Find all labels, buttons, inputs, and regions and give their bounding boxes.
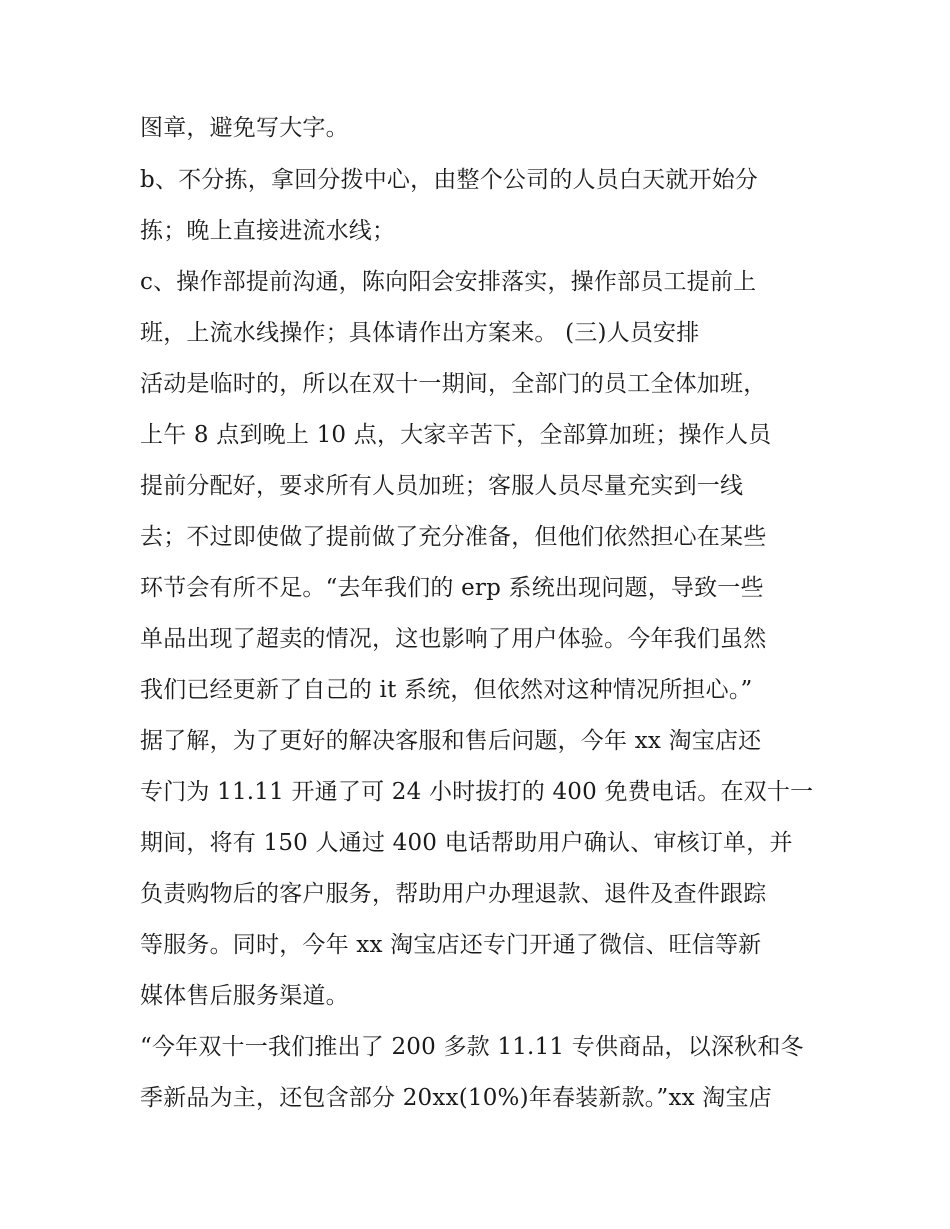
text-line: 等服务。同时，今年 xx 淘宝店还专门开通了微信、旺信等新 [140,932,762,958]
text-line: 季新品为主，还包含部分 20xx(10%)年春装新款。”xx 淘宝店 [140,1085,772,1111]
text-line: b、不分拣，拿回分拨中心，由整个公司的人员白天就开始分 [140,167,759,193]
text-line: 据了解，为了更好的解决客服和售后问题，今年 xx 淘宝店还 [140,728,762,754]
text-line: 环节会有所不足。“去年我们的 erp 系统出现问题，导致一些 [140,575,764,601]
text-line: c、操作部提前沟通，陈向阳会安排落实，操作部员工提前上 [140,269,757,295]
text-line: 媒体售后服务渠道。 [140,983,349,1009]
text-line: 活动是临时的，所以在双十一期间，全部门的员工全体加班， [140,371,767,397]
text-line: 负责购物后的客户服务，帮助用户办理退款、退件及查件跟踪 [140,881,767,907]
text-line: 去；不过即使做了提前做了充分准备，但他们依然担心在某些 [140,524,767,550]
text-line: 提前分配好，要求所有人员加班；客服人员尽量充实到一线 [140,473,744,499]
text-line: 期间，将有 150 人通过 400 电话帮助用户确认、审核订单，并 [140,830,793,856]
text-line: 专门为 11.11 开通了可 24 小时拔打的 400 免费电话。在双十一 [140,779,814,805]
text-line: 拣；晚上直接进流水线； [140,218,396,244]
text-line: 我们已经更新了自己的 it 系统，但依然对这种情况所担心。” [140,677,753,703]
text-line: 上午 8 点到晚上 10 点，大家辛苦下，全部算加班；操作人员 [140,422,772,448]
text-line: 单品出现了超卖的情况，这也影响了用户体验。今年我们虽然 [140,626,767,652]
text-line: 班，上流水线操作；具体请作出方案来。 (三)人员安排 [140,320,700,346]
text-line: “今年双十一我们推出了 200 多款 11.11 专供商品，以深秋和冬 [140,1034,804,1060]
text-line: 图章，避免写大字。 [140,115,349,141]
